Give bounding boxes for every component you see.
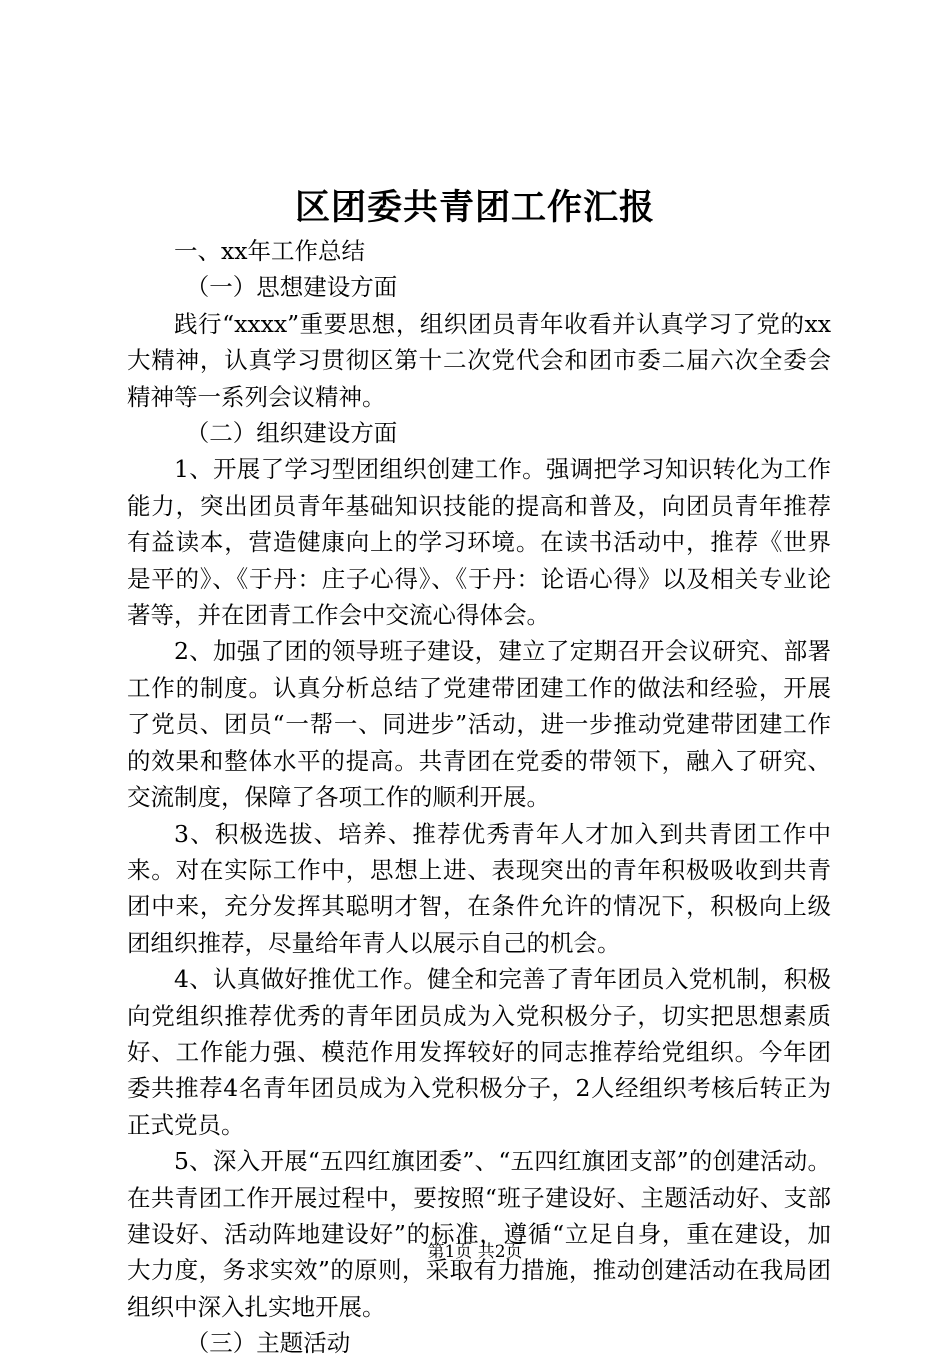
- paragraph-ideology: 践行“xxxx”重要思想，组织团员青年收看并认真学习了党的xx大精神，认真学习贯彻区第十二次党代会和团市委二届六次全委会精神等一系列会议精神。: [127, 309, 831, 411]
- paragraph-item-5: 5、深入开展“五四红旗团委”、“五四红旗团支部”的创建活动。在共青团工作开展过程中，要按照“班子建设好、主题活动好、支部建设好、活动阵地建设好”的标准，遵循“立足自身，重在建设，加大力度，务求实效”的原则，采取有力措施，推动创建活动在我局团组织中深入扎实地开展。: [127, 1147, 831, 1321]
- subsection-heading-ideology: （一）思想建设方面: [185, 273, 398, 302]
- subsection-heading-organization: （二）组织建设方面: [185, 419, 398, 448]
- page-title: 区团委共青团工作汇报: [294, 187, 655, 228]
- paragraph-item-2: 2、加强了团的领导班子建设，建立了定期召开会议研究、部署工作的制度。认真分析总结了党建带团建工作的做法和经验，开展了党员、团员“一帮一、同进步”活动，进一步推动党建带团建工作的效果和整体水平的提高。共青团在党委的带领下，融入了研究、交流制度，保障了各项工作的顺利开展。: [127, 637, 831, 812]
- document-body: [127, 233, 831, 1362]
- section-heading-summary: 一、xx年工作总结: [174, 237, 366, 265]
- paragraph-item-1: 1、开展了学习型团组织创建工作。强调把学习知识转化为工作能力，突出团员青年基础知识技能的提高和普及，向团员青年推荐有益读本，营造健康向上的学习环境。在读书活动中，推荐《世界是平的》、《于丹：庄子心得》、《于丹：论语心得》以及相关专业论著等，并在团青工作会中交流心得体会。: [127, 455, 831, 630]
- paragraph-item-4: 4、认真做好推优工作。健全和完善了青年团员入党机制，积极向党组织推荐优秀的青年团员成为入党积极分子，切实把思想素质好、工作能力强、模范作用发挥较好的同志推荐给党组织。今年团委共推荐4名青年团员成为入党积极分子，2人经组织考核后转正为正式党员。: [127, 965, 831, 1139]
- subsection-heading-activities: （三）主题活动: [185, 1329, 351, 1358]
- page-footer: 第1页 共2页: [427, 1242, 523, 1262]
- paragraph-item-3: 3、积极选拔、培养、推荐优秀青年人才加入到共青团工作中来。对在实际工作中，思想上进、表现突出的青年积极吸收到共青团中来，充分发挥其聪明才智，在条件允许的情况下，积极向上级团组织推荐，尽量给年青人以展示自己的机会。: [127, 819, 831, 957]
